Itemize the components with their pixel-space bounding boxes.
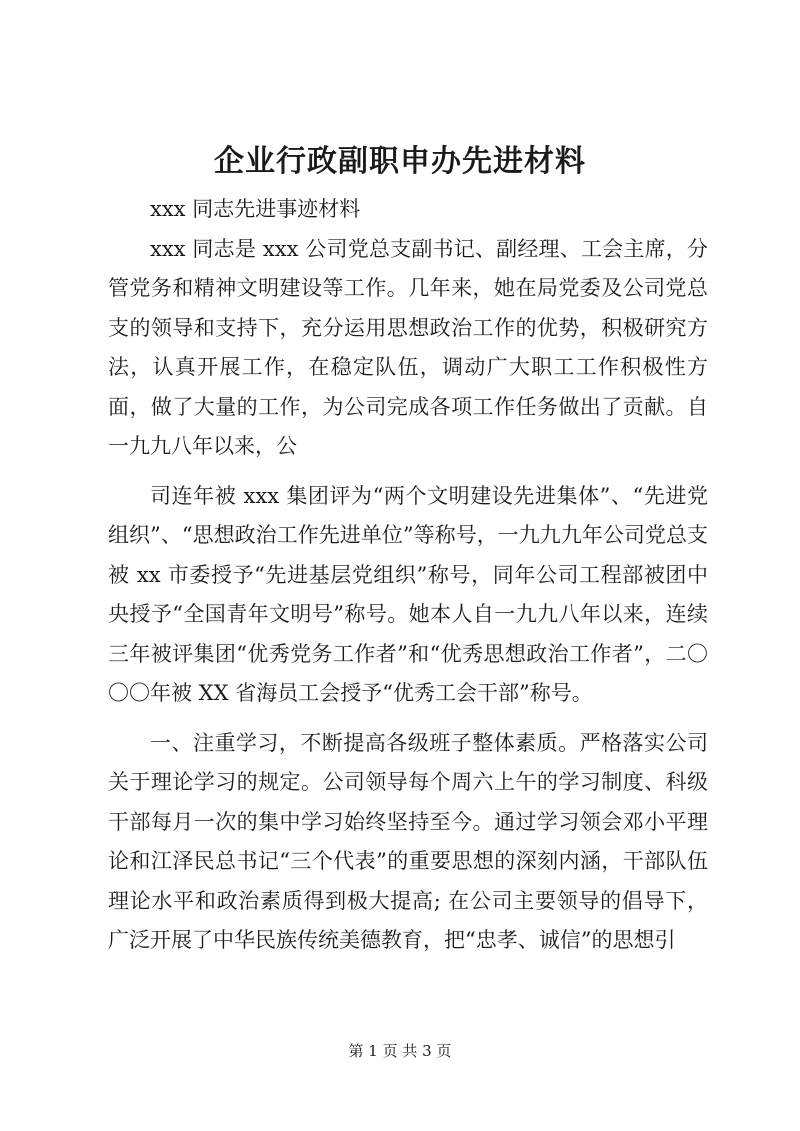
document-title: 企业行政副职申办先进材料 (214, 144, 586, 179)
document-body (108, 190, 708, 961)
paragraph: xxx 同志是 xxx 公司党总支副书记、副经理、工会主席，分管党务和精神文明建设等工作。几年来，她在局党委及公司党总支的领导和支持下，充分运用思想政治工作的优势，积极研究方法，认真开展工作，在稳定队伍，调动广大职工工作积极性方面，做了大量的工作，为公司完成各项工作任务做出了贡献。自一九九八年以来，公 (108, 236, 708, 458)
page-footer: 第 1 页 共 3 页 (348, 1042, 452, 1060)
paragraph: 司连年被 xxx 集团评为“两个文明建设先进集体”、“先进党组织”、“思想政治工作先进单位”等称号，一九九九年公司党总支被 xx 市委授予“先进基层党组织”称号，同年公司工程部被团中央授予“全国青年文明号”称号。她本人自一九九八年以来，连续三年被评集团“优秀党务工作者”和“优秀思想政治工作者”，二〇〇〇年被 XX 省海员工会授予“优秀工会干部”称号。 (108, 483, 708, 705)
document-subtitle: xxx 同志先进事迹材料 (150, 197, 361, 221)
paragraph: 一、注重学习，不断提高各级班子整体素质。严格落实公司关于理论学习的规定。公司领导每个周六上午的学习制度、科级干部每月一次的集中学习始终坚持至今。通过学习领会邓小平理论和江泽民总书记“三个代表”的重要思想的深刻内涵，干部队伍理论水平和政治素质得到极大提高; 在公司主要领导的倡导下，广泛开展了中华民族传统美德教育，把“忠孝、诚信”的思想引 (108, 730, 708, 952)
